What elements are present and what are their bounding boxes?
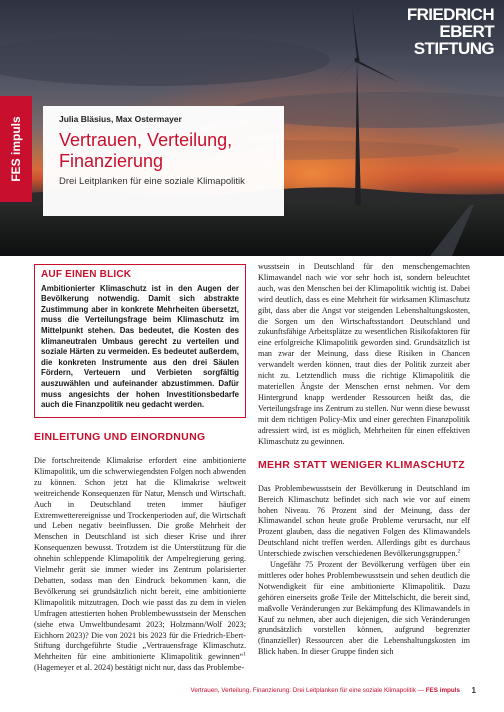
footer-series: FES impuls [425,687,460,694]
summary-box [34,264,246,418]
logo-line-1: FRIEDRICH [406,5,494,24]
logo-line-3: STIFTUNG [413,39,494,58]
authors: Julia Bläsius, Max Ostermayer [59,114,182,124]
page-number: 1 [471,686,476,695]
section2-paragraph-2: Ungefähr 75 Prozent der Bevölkerung verfügen über ein mittleres oder hohes Problembewusstsein und sehen deutlich die Notwendigkeit für eine ambitionierte Klimapolitik. Dazu gehören einerseits große Teile der Mittelschicht, die bereit sind, maßvolle Veränderungen zur Bekämpfung des Klimawandels in Kauf zu nehmen, aber auch diejenigen, die sich Veränderungen grundsätzlich vorstellen können, aufgrund begrenzter (finanzieller) Ressourcen aber die Lebenshaltungskosten im Blick haben. In dieser Gruppe finden sich [258,560,470,657]
summary-heading: AUF EINEN BLICK [41,269,132,280]
page-title: Vertrauen, Verteilung, Finanzierung [59,130,233,171]
footer-running-title: Vertrauen, Verteilung, Finanzierung: Drei Leitplanken für eine soziale Klimapolitik — [190,687,426,694]
fes-logo [384,6,494,57]
series-tab-label: FES impuls [9,116,23,182]
intro-paragraph-continued [258,262,470,447]
intro-paragraph-part1 [34,456,246,674]
intro-text-b-lead: (Hagemeyer et al. 2024) bestätigt nicht nur, dass das Problembe- [34,663,245,673]
page-subtitle: Drei Leitplanken für eine soziale Klimapolitik [59,176,245,187]
title-box [43,106,284,216]
series-tab [0,96,32,202]
intro-text-b-rest: wusstsein in Deutschland für den menschengemachten Klimawandel nach wie vor sehr hoch ist, sondern beleuchtet auch, was den Menschen bei der Klimapolitik wichtig ist. Dabei wird deutlich, dass es eine Mehrheit für wirksamen Klimaschutz gibt, dass aber die Angst vor steigenden Lebenshaltungskosten, die Sorgen um den Wirtschaftsstandort Deutschland und zukunftsfähige Arbeitsplätze zu wesentlichen Risikofaktoren für eine erfolgreiche Klimapolitik geworden sind. Grundsätzlich ist man zwar der Meinung, dass diese Risiken in Chancen verwandelt werden können, traut dies der Politik zurzeit aber nicht zu. Letztendlich muss die richtige Klimapolitik die materiellen Ängste der Menschen ernst nehmen. Vor dem Hintergrund knapp werdender Ressourcen heißt das, die Verteilungsfrage ins Zentrum zu stellen. Nur wenn diese bewusst mit dem richtigen Policy-Mix und einer gerechten Finanzpolitik adressiert wird, ist es möglich, Mehrheiten für einen effektiven Klimaschutz zu gewinnen. [258,262,470,446]
summary-text: Ambitionierter Klimaschutz ist in den Augen der Bevölkerung notwendig. Damit sich abstrakte Zustimmung aber in konkrete Mehrheiten übersetzt, muss die Verteilungsfrage beim Klimaschutz im Mittelpunkt stehen. Das bedeutet, die Kosten des klimaneutralen Umbaus gerecht zu verteilen und soziale Härten zu vermeiden. Es bedeutet außerdem, die konkreten Instrumente aus den drei Säulen Fördern, Verteuern und Verbieten sorgfältig auszuwählen und aufeinander abzustimmen. Dafür muss angesichts der hohen Investitionsbedarfe auch die Finanzpolitik neu gedacht werden. [41,283,239,410]
section-heading-klimaschutz: MEHR STATT WENIGER KLIMASCHUTZ [258,459,465,472]
section-heading-intro: EINLEITUNG UND EINORDNUNG [34,430,206,443]
section2-paragraph-1 [258,484,470,560]
footnote-ref-2: 2 [457,548,461,555]
logo-line-2: EBERT [439,22,494,41]
footnote-ref-1: 1 [243,651,246,658]
running-footer [0,682,504,700]
right-column [258,262,470,658]
intro-text-a: Die fortschreitende Klimakrise erfordert eine ambitionierte Klimapolitik, um die schwerwiegendsten Folgen noch abwenden zu können. Schon jetzt hat die Klimakrise weltweit weitreichende Konsequenzen für Natur, Mensch und Wirtschaft. Auch in Deutschland treten immer häufiger Extremwetterereignisse und Trockenperioden auf, die Wirtschaft und Leben negativ beeinflussen. Die große Mehrheit der Menschen in Deutschland ist sich dieser Krise und ihrer Konsequenzen bewusst. Trotzdem ist die Unterstützung für die ohnehin schleppende Klimapolitik der Ampelregierung gering. Vielmehr gerät sie immer wieder ins Zentrum polarisierter Debatten, sodass man den Eindruck bekommen kann, die Bevölkerung sei grundsätzlich nicht bereit, eine ambitionierte Klimapolitik mitzutragen. Doch wie passt das zu dem in vielen Umfragen attestierten hohen Problembewusstsein der Menschen (siehe etwa Umweltbundesamt 2023; Holzmann/Wolf 2023; Eichhorn 2023)? Die von 2021 bis 2023 für die Friedrich-Ebert-Stiftung durchgeführte Studie „Vertrauensfrage Klimaschutz. Mehrheiten für eine ambitionierte Klimapolitik gewinnen“ [34,456,246,662]
left-column [34,262,246,674]
section2-text-1: Das Problembewusstsein der Bevölkerung in Deutschland im Bereich Klimaschutz befindet sich nach wie vor auf einem hohen Niveau. 76 Prozent sind der Meinung, dass der Klimawandel schon heute große Probleme verursacht, nur elf Prozent glauben, dass die negativen Folgen des Klimawandels Deutschland nicht treffen werden. Allerdings gibt es durchaus Unterschiede zwischen verschiedenen Bevölkerungsgruppen. [258,483,470,559]
